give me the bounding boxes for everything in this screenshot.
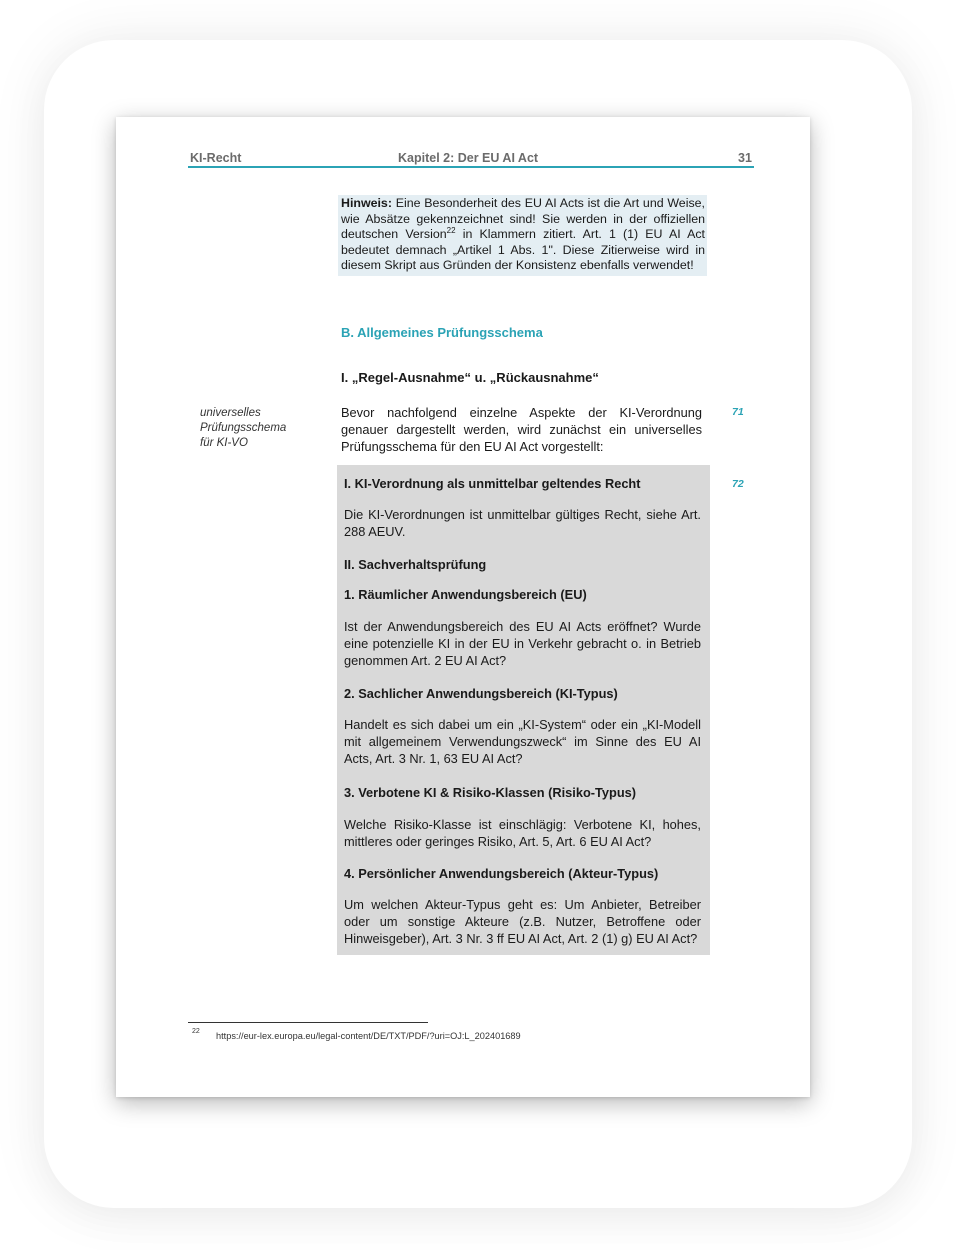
subsection-heading: I. „Regel-Ausnahme“ u. „Rückausnahme“	[341, 370, 599, 385]
header-rule	[188, 166, 754, 168]
page-number: 31	[738, 151, 752, 165]
section-heading: B. Allgemeines Prüfungsschema	[341, 325, 543, 340]
intro-paragraph: Bevor nachfolgend einzelne Aspekte der KI-Verordnung genauer dargestellt werden, wird zunächst ein universelles Prüfungsschema für den EU AI Act vorgestellt:	[341, 405, 702, 455]
margin-note	[200, 406, 330, 452]
scheme-heading: 1. Räumlicher Anwendungsbereich (EU)	[344, 587, 587, 602]
footnote-reference[interactable]: 22	[446, 226, 456, 236]
margin-number: 71	[732, 406, 744, 418]
scheme-paragraph: Die KI-Verordnungen ist unmittelbar gültiges Recht, siehe Art. 288 AEUV.	[344, 507, 701, 540]
scheme-heading: 4. Persönlicher Anwendungsbereich (Akteur-Typus)	[344, 866, 659, 881]
scheme-heading: 2. Sachlicher Anwendungsbereich (KI-Typus)	[344, 686, 618, 701]
scheme-paragraph: Um welchen Akteur-Typus geht es: Um Anbieter, Betreiber oder um sonstige Akteure (z.B. Nutzer, Betroffene oder Hinweisgeber), Art. 3 Nr. 3 ff EU AI Act, Art. 2 (1) g) EU AI Act?	[344, 897, 701, 947]
footnote-number: 22	[192, 1028, 200, 1035]
margin-note-line: für KI-VO	[200, 437, 248, 450]
margin-number: 72	[732, 478, 744, 490]
footnote-rule	[188, 1022, 428, 1023]
hint-label: Hinweis:	[341, 196, 392, 210]
scheme-paragraph: Ist der Anwendungsbereich des EU AI Acts eröffnet? Wurde eine potenzielle KI in der EU in Verkehr gebracht o. in Betrieb genommen Art. 2 EU AI Act?	[344, 619, 701, 669]
scheme-heading: I. KI-Verordnung als unmittelbar geltendes Recht	[344, 476, 641, 491]
scheme-paragraph: Welche Risiko-Klasse ist einschlägig: Verbotene KI, hohes, mittleres oder geringes Risiko, Art. 5, Art. 6 EU AI Act?	[344, 817, 701, 850]
hint-text-part1: Eine Besonderheit des EU AI Acts ist die Art und Weise, wie Absätze gekennzeichnet sind! Sie werden in der offiziellen deutschen Version	[341, 196, 705, 242]
running-header-chapter: Kapitel 2: Der EU AI Act	[398, 151, 539, 165]
hint-text-part2: in Klammern zitiert. Art. 1 (1) EU AI Act bedeutet demnach „Artikel 1 Abs. 1". Diese Zitierweise wird in diesem Skript aus Gründen der Konsistenz ebenfalls verwendet!	[341, 227, 706, 273]
document-page	[116, 117, 810, 1097]
footnote-link[interactable]: https://eur-lex.europa.eu/legal-content/DE/TXT/PDF/?uri=OJ:L_202401689	[216, 1031, 521, 1041]
margin-note-line: universelles	[200, 407, 261, 419]
scheme-heading: II. Sachverhaltsprüfung	[344, 557, 487, 572]
scheme-heading: 3. Verbotene KI & Risiko-Klassen (Risiko-Typus)	[344, 785, 637, 800]
margin-note-line: Prüfungsschema	[200, 422, 287, 435]
running-header-left: KI-Recht	[190, 151, 242, 165]
hint-box	[338, 195, 707, 276]
scheme-paragraph: Handelt es sich dabei um ein „KI-System“ oder ein „KI-Modell mit allgemeinem Verwendungszweck“ im Sinne des EU AI Acts, Art. 3 Nr. 1, 63 EU AI Act?	[344, 717, 701, 767]
